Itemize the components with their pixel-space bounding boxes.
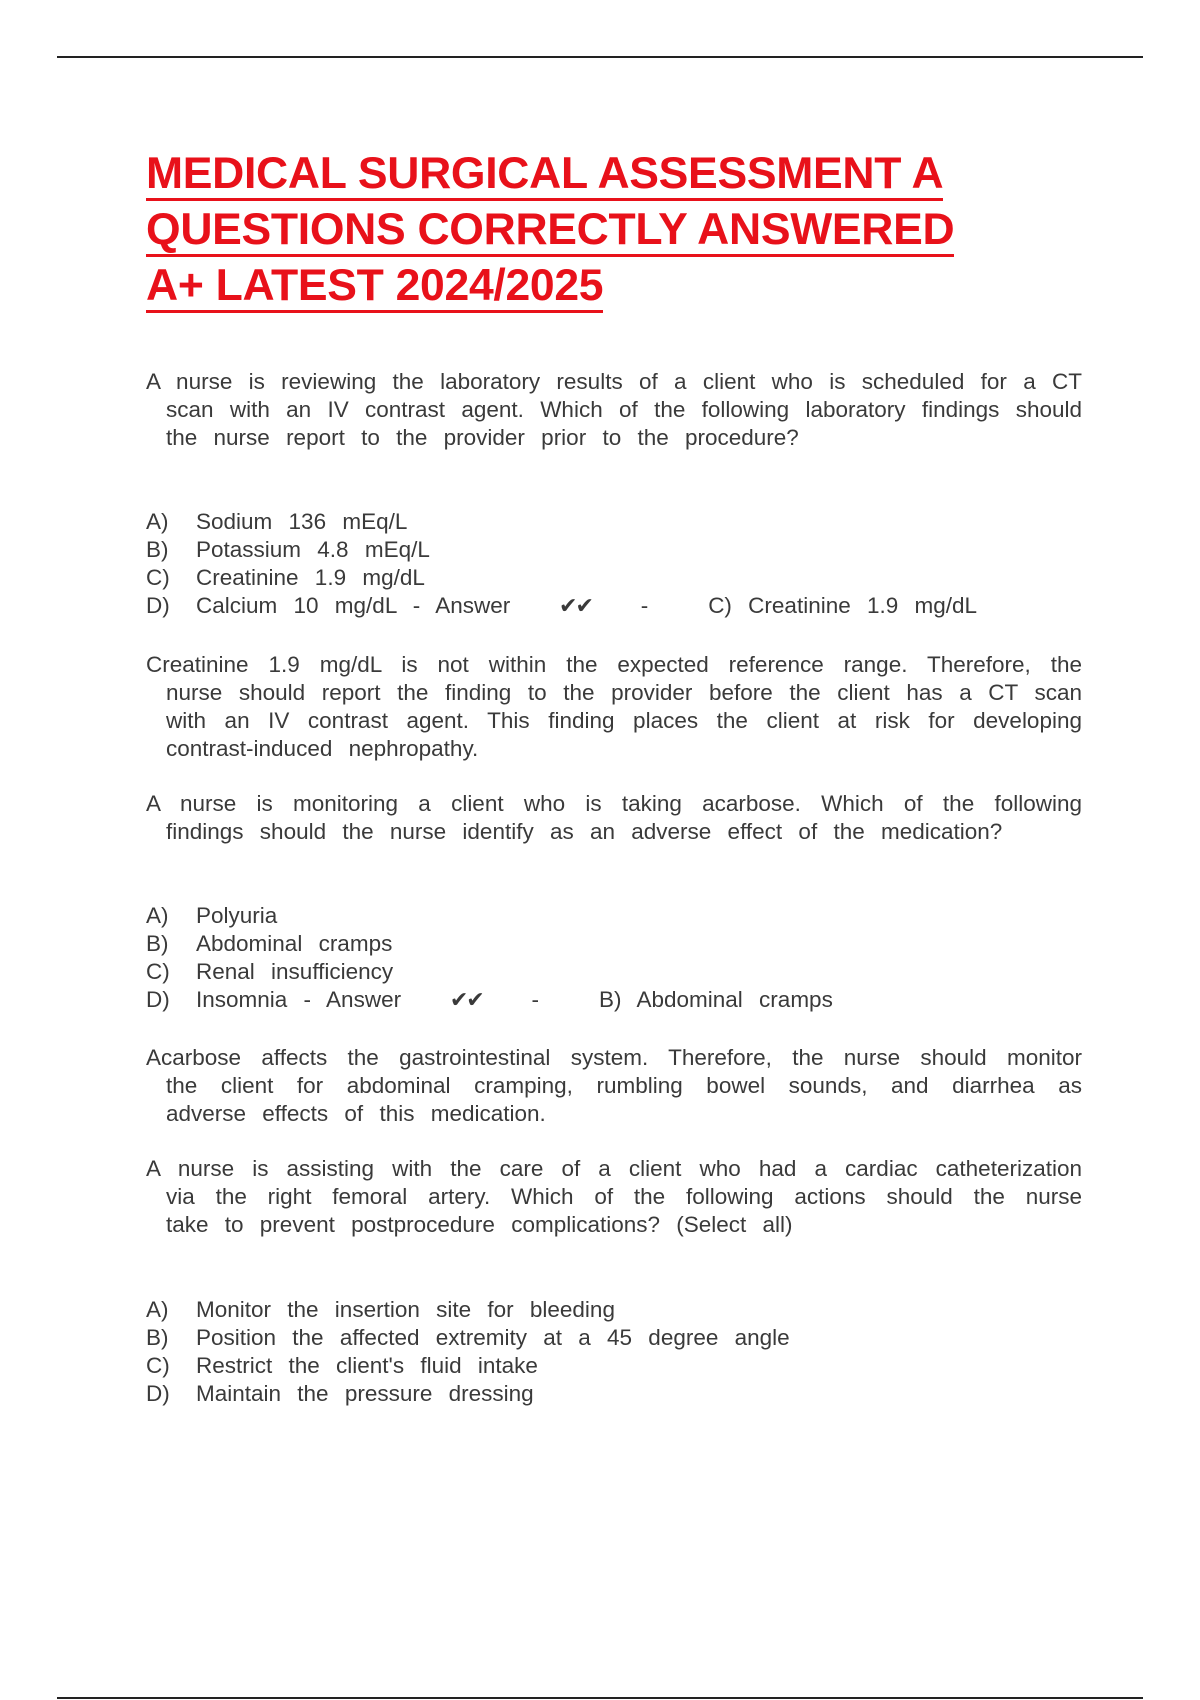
- option-b: B) Position the affected extremity at a 45 degree angle: [146, 1325, 790, 1350]
- question-3: [146, 1155, 1082, 1239]
- answer-dash: -: [640, 593, 649, 618]
- option-c: C) Creatinine 1.9 mg/dL: [146, 565, 425, 590]
- check-mark-icon: ✔✔: [449, 987, 483, 1012]
- option-a: A) Monitor the insertion site for bleeding: [146, 1297, 615, 1322]
- question-1-options: [146, 508, 1082, 620]
- check-mark-icon: ✔✔: [559, 593, 592, 618]
- rationale-1-text: Creatinine 1.9 mg/dL is not within the expected reference range. Therefore, the nurse should report the finding to the provider before the client has a CT scan with an IV contrast agent. This finding places the client at risk for developing contrast-induced nephropathy.: [146, 652, 1082, 761]
- question-2: [146, 790, 1082, 846]
- question-1: [146, 368, 1082, 452]
- question-2-stem: A nurse is monitoring a client who is taking acarbose. Which of the following findings should the nurse identify as an adverse effect of the medication?: [146, 791, 1082, 844]
- option-d-with-answer: D) Calcium 10 mg/dL - Answer ✔✔ - C) Creatinine 1.9 mg/dL: [146, 593, 978, 618]
- answer-text: C) Creatinine 1.9 mg/dL: [708, 593, 978, 618]
- question-3-options: [146, 1296, 1082, 1408]
- title-line-2: QUESTIONS CORRECTLY ANSWERED: [146, 202, 1086, 258]
- footer-rule: [57, 1697, 1143, 1699]
- option-a: A) Polyuria: [146, 903, 278, 928]
- title-line-3: A+ LATEST 2024/2025: [146, 258, 1086, 314]
- question-3-stem: A nurse is assisting with the care of a client who had a cardiac catheterization via the right femoral artery. Which of the following actions should the nurse take to prevent postprocedure complications? (Select all): [146, 1156, 1082, 1237]
- rationale-2: [146, 1044, 1082, 1128]
- question-1-stem: A nurse is reviewing the laboratory results of a client who is scheduled for a CT scan with an IV contrast agent. Which of the following laboratory findings should the nurse report to the provider prior to the procedure?: [146, 369, 1082, 450]
- option-b: B) Abdominal cramps: [146, 931, 393, 956]
- option-b: B) Potassium 4.8 mEq/L: [146, 537, 430, 562]
- option-d: D) Maintain the pressure dressing: [146, 1381, 534, 1406]
- title-line-1: MEDICAL SURGICAL ASSESSMENT A: [146, 146, 1086, 202]
- question-2-options: [146, 902, 1082, 1014]
- document-title: [146, 146, 1086, 314]
- rationale-2-text: Acarbose affects the gastrointestinal system. Therefore, the nurse should monitor the client for abdominal cramping, rumbling bowel sounds, and diarrhea as adverse effects of this medication.: [146, 1045, 1082, 1126]
- option-a: A) Sodium 136 mEq/L: [146, 509, 408, 534]
- answer-dash: -: [531, 987, 539, 1012]
- option-c: C) Renal insufficiency: [146, 959, 394, 984]
- header-rule: [57, 56, 1143, 58]
- option-d-with-answer: D) Insomnia - Answer ✔✔ - B) Abdominal cramps: [146, 987, 833, 1012]
- answer-text: B) Abdominal cramps: [598, 987, 833, 1012]
- option-c: C) Restrict the client's fluid intake: [146, 1353, 538, 1378]
- rationale-1: [146, 651, 1082, 763]
